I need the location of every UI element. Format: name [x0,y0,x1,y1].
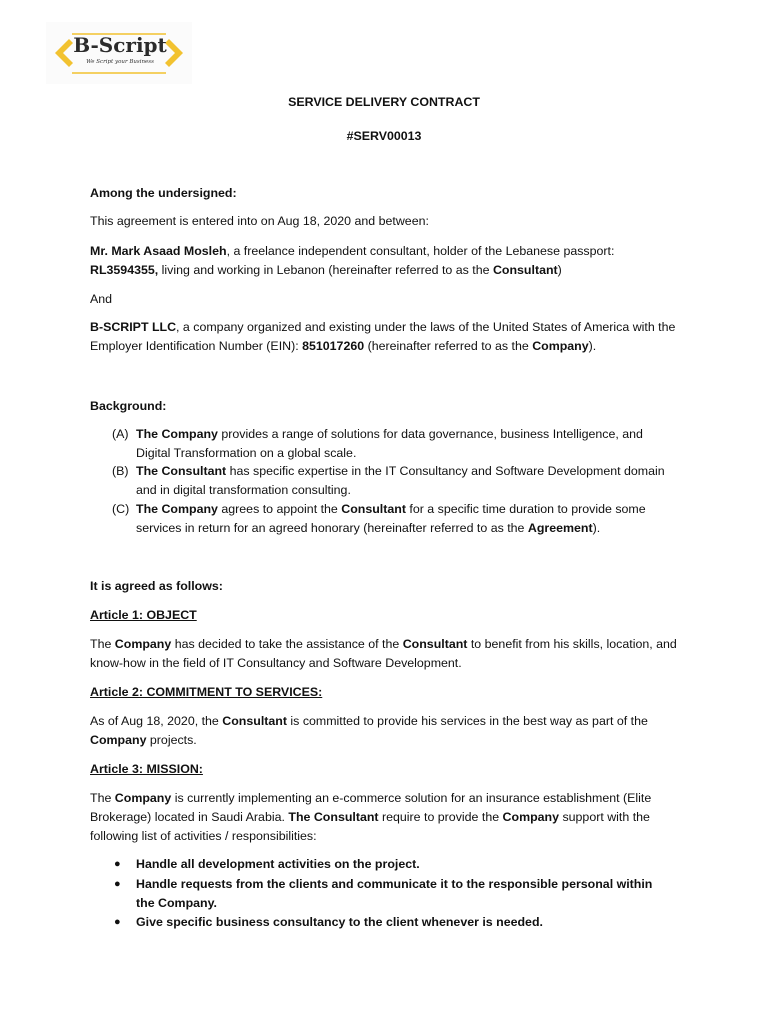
bullet-icon: ● [114,858,121,870]
background-item-a: (A) The Company provides a range of solutions for data governance, business Intelligence, and Digital Transformation on a global scale. [112,427,643,460]
among-heading: Among the undersigned: [90,186,237,200]
background-item-c: (C) The Company agrees to appoint the Consultant for a specific time duration to provide some services in return for an agreed honorary (hereinafter referred to as the Agreement). [112,502,646,535]
consultant-name: Mr. Mark Asaad Mosleh [90,244,227,258]
passport-number: RL3594355, [90,263,159,277]
article-1-text: The Company has decided to take the assistance of the Consultant to benefit from his skills, location, and know-how in the field of IT Consultancy and Software Development. [90,637,677,670]
background-heading: Background: [90,399,167,413]
contract-title: SERVICE DELIVERY CONTRACT [288,95,480,109]
article-1-heading: Article 1: OBJECT [90,608,197,622]
article-2-heading: Article 2: COMMITMENT TO SERVICES: [90,685,323,699]
and-text: And [90,292,113,306]
article-3-text: The Company is currently implementing an e-commerce solution for an insurance establishment (Elite Brokerage) located in Saudi Arabia. The Consultant require to provide the Company support with the following list of activities / responsibilities: [90,791,652,843]
agreed-heading: It is agreed as follows: [90,579,223,593]
company-logo [46,22,192,84]
agreement-date-text: This agreement is entered into on Aug 18, 2020 and between: [90,214,429,228]
logo-tagline: We Script your Business [86,59,154,65]
bullet-icon: ● [114,878,121,890]
company-name: B-SCRIPT LLC [90,320,177,334]
mission-bullet: ● Handle all development activities on the project. [114,855,674,874]
consultant-party: Mr. Mark Asaad Mosleh, a freelance independent consultant, holder of the Lebanese passport: RL3594355, living and working in Lebanon (hereinafter referred to as the Consultant) [90,244,615,277]
ein-number: 851017260 [302,339,365,353]
mission-bullet: ● Handle requests from the clients and communicate it to the responsible personal within the Company. [114,877,653,910]
bullet-icon: ● [114,916,121,928]
mission-bullet: ● Give specific business consultancy to the client whenever is needed. [114,913,674,932]
logo-name: B-Script [73,33,167,57]
company-party: B-SCRIPT LLC, a company organized and existing under the laws of the United States of America with the Employer Identification Number (EIN): 851017260 (hereinafter referred to as the Company). [90,320,676,353]
article-2-text: As of Aug 18, 2020, the Consultant is committed to provide his services in the best way as part of the Company projects. [90,714,648,747]
background-item-b: (B) The Consultant has specific expertise in the IT Consultancy and Software Development domain and in digital transformation consulting. [112,464,665,497]
article-3-heading: Article 3: MISSION: [90,762,203,776]
contract-number: #SERV00013 [346,129,422,143]
